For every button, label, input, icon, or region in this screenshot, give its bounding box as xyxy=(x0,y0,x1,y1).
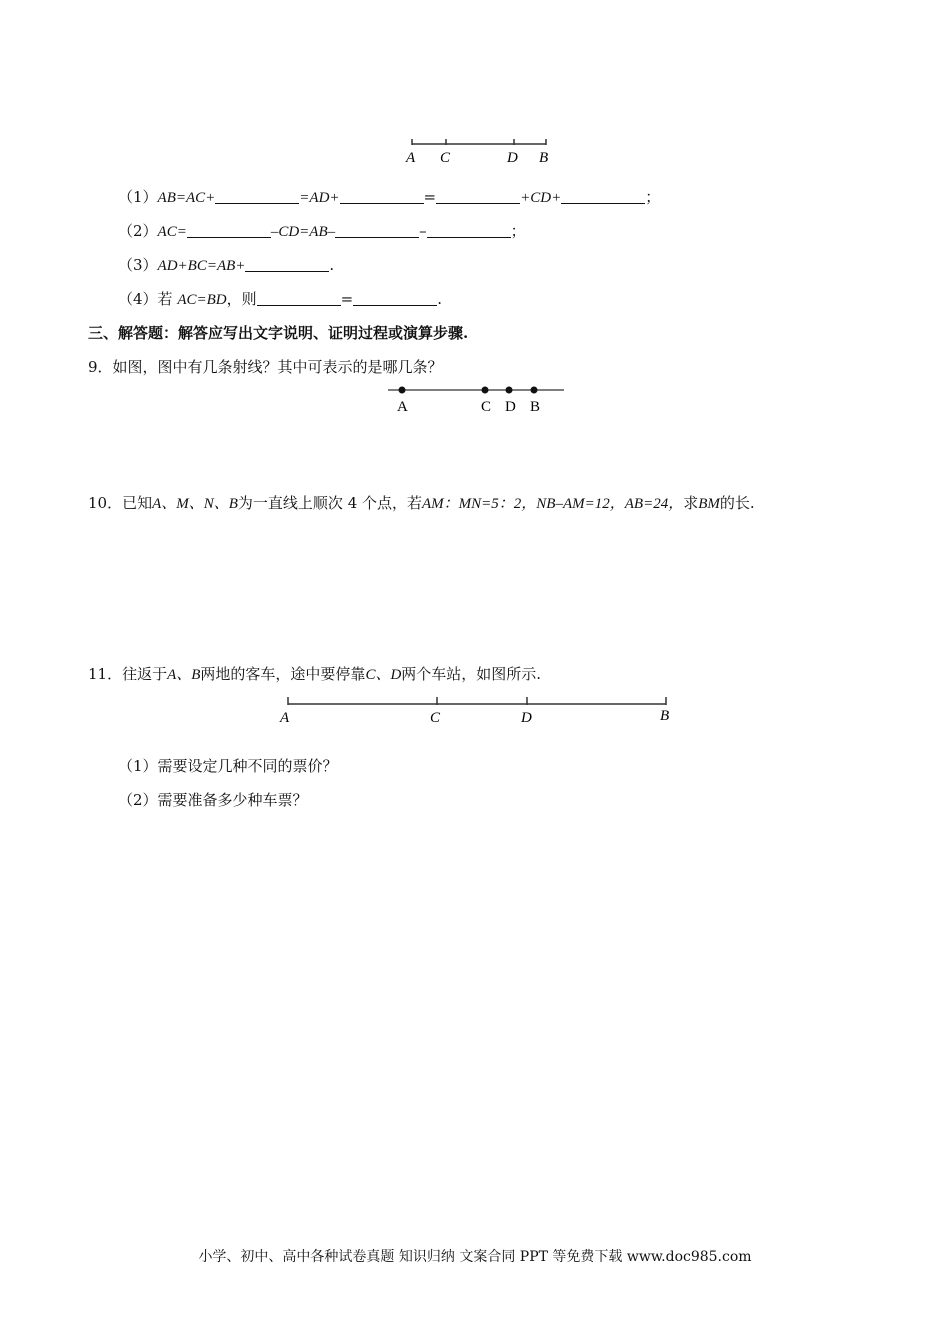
q8-item-1 xyxy=(118,187,660,208)
punct: ； xyxy=(645,188,661,206)
section-heading: 三、解答题：解答应写出文字说明、证明过程或演算步骤. xyxy=(88,324,469,342)
expr: 若 xyxy=(157,290,178,308)
item-number: （3） xyxy=(118,256,158,274)
expr: +CD+ xyxy=(520,190,562,206)
label-b: B xyxy=(539,150,549,166)
text: 11．往返于 xyxy=(88,665,168,683)
figure-ray-acdb xyxy=(384,382,568,418)
expr: AC= xyxy=(157,224,187,240)
point-d xyxy=(506,387,513,394)
expr: BM xyxy=(698,496,720,512)
figure-bus-route xyxy=(278,692,678,726)
answer-blank[interactable] xyxy=(257,291,341,306)
expr: C、D xyxy=(365,667,402,683)
punct: . xyxy=(329,256,335,274)
q9-text: 9．如图，图中有几条射线？其中可表示的是哪几条？ xyxy=(88,358,443,376)
point-c xyxy=(482,387,489,394)
expr: = xyxy=(423,188,437,206)
label-a: A xyxy=(406,150,416,166)
label-c: C xyxy=(440,150,451,166)
item-number: （2） xyxy=(118,222,158,240)
answer-blank[interactable] xyxy=(187,223,271,238)
q8-item-2 xyxy=(118,221,526,242)
q8-item-3 xyxy=(118,255,334,276)
page-footer: 小学、初中、高中各种试卷真题 知识归纳 文案合同 PPT 等免费下载 www.doc985.com xyxy=(198,1249,752,1265)
text: 的长. xyxy=(719,494,755,512)
punct: . xyxy=(437,290,442,308)
answer-blank[interactable] xyxy=(561,189,645,204)
answer-blank[interactable] xyxy=(436,189,520,204)
q11-sub-2: （2）需要准备多少种车票？ xyxy=(118,791,308,809)
point-b xyxy=(531,387,538,394)
q11-sub-1: （1）需要设定几种不同的票价？ xyxy=(118,757,338,775)
text: 求 xyxy=(683,494,699,512)
answer-blank[interactable] xyxy=(340,189,424,204)
label-c: C xyxy=(481,399,492,415)
expr: A、B xyxy=(167,667,201,683)
text: 两地的客车，途中要停靠 xyxy=(200,665,366,683)
expr: AC=BD xyxy=(177,292,227,308)
label-d: D xyxy=(505,399,516,415)
answer-blank[interactable] xyxy=(427,223,511,238)
label-b: B xyxy=(660,708,670,724)
q8-item-4 xyxy=(118,289,442,310)
punct: ； xyxy=(510,222,526,240)
text: 10．已知 xyxy=(88,494,153,512)
point-a xyxy=(399,387,406,394)
label-a: A xyxy=(397,399,408,415)
answer-blank[interactable] xyxy=(335,223,419,238)
expr: = xyxy=(340,290,354,308)
expr: AM：MN=5：2， xyxy=(422,496,537,512)
expr: =AD+ xyxy=(299,190,340,206)
expr: AD+BC=AB+ xyxy=(157,258,246,274)
expr: NB–AM=12， xyxy=(536,496,625,512)
label-c: C xyxy=(430,710,441,726)
expr: – xyxy=(419,222,427,240)
expr: –CD=AB– xyxy=(270,224,336,240)
expr: AB=AC+ xyxy=(157,190,216,206)
label-b: B xyxy=(530,399,541,415)
expr: A、M、N、B xyxy=(152,496,238,512)
figure-segment-acdb xyxy=(400,136,560,170)
answer-blank[interactable] xyxy=(245,257,329,272)
expr: ，则 xyxy=(226,290,257,308)
answer-blank[interactable] xyxy=(353,291,437,306)
text: 为一直线上顺次 4 个点，若 xyxy=(237,494,423,512)
q11-text xyxy=(88,664,541,685)
q10-text xyxy=(88,493,755,514)
text: 两个车站，如图所示. xyxy=(401,665,542,683)
answer-blank[interactable] xyxy=(215,189,299,204)
expr: AB=24， xyxy=(624,496,684,512)
label-d: D xyxy=(521,710,532,726)
label-d: D xyxy=(507,150,518,166)
item-number: （1） xyxy=(118,188,158,206)
label-a: A xyxy=(280,710,290,726)
item-number: （4） xyxy=(118,290,158,308)
